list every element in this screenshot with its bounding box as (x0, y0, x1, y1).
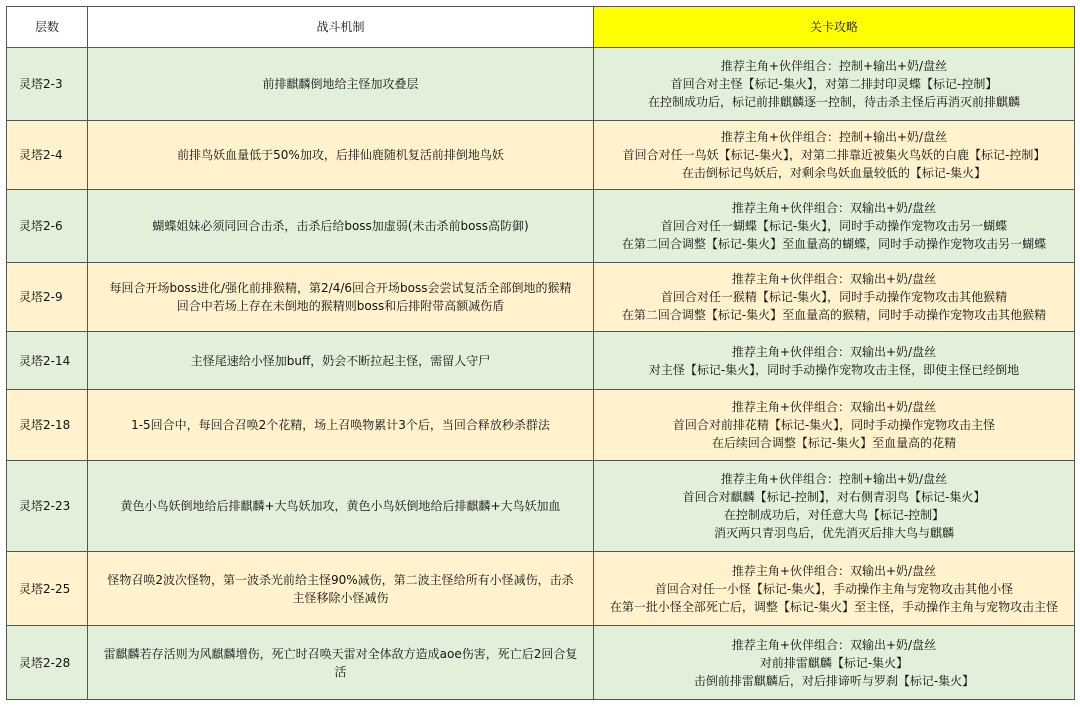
level-cell: 灵塔2-6 (7, 190, 88, 263)
level-cell: 灵塔2-9 (7, 263, 88, 332)
guide-cell (594, 390, 1075, 461)
guide-line: 推荐主角+伙伴组合：双输出+奶/盘丝 (731, 272, 937, 286)
guide-cell (594, 552, 1075, 626)
guide-line: 首回合对任一鸟妖【标记-集火】，对第二排靠近被集火鸟妖的白鹿【标记-控制】 (622, 148, 1046, 162)
mechanism-cell: 前排麒麟倒地给主怪加攻叠层 (88, 48, 594, 121)
mechanism-cell: 黄色小鸟妖倒地给后排麒麟+大鸟妖加攻，黄色小鸟妖倒地给后排麒麟+大鸟妖加血 (88, 461, 594, 552)
guide-cell (594, 263, 1075, 332)
guide-line: 推荐主角+伙伴组合：双输出+奶/盘丝 (731, 344, 937, 359)
guide-line: 对前排雷麒麟【标记-集火】 (759, 655, 909, 670)
table-row (7, 332, 1075, 390)
guide-cell (594, 332, 1075, 390)
header-level: 层数 (7, 7, 88, 48)
table-row (7, 190, 1075, 263)
guide-line: 首回合对任一蝴蝶【标记-集火】，同时手动操作宠物攻击另一蝴蝶 (660, 219, 1008, 233)
guide-line: 推荐主角+伙伴组合：控制+输出+奶/盘丝 (720, 130, 948, 144)
table-row (7, 552, 1075, 626)
guide-line: 推荐主角+伙伴组合：控制+输出+奶/盘丝 (720, 59, 948, 73)
guide-line: 在控制成功后，标记前排麒麟逐一控制，待击杀主怪后再消灭前排麒麟 (647, 95, 1020, 109)
guide-line: 在第一批小怪全部死亡后，调整【标记-集火】至主怪，手动操作主角与宠物攻击主怪 (609, 599, 1059, 614)
guide-line: 首回合对任一猴精【标记-集火】，同时手动操作宠物攻击其他猴精 (660, 290, 1008, 304)
mechanism-cell: 主怪尾速给小怪加buff，奶会不断拉起主怪，需留人守尸 (88, 332, 594, 390)
mechanism-cell: 前排鸟妖血量低于50%加攻，后排仙鹿随机复活前排倒地鸟妖 (88, 121, 594, 190)
mechanism-cell: 雷麒麟若存活则为风麒麟增伤，死亡时召唤天雷对全体敌方造成aoe伤害，死亡后2回合复活 (88, 626, 594, 700)
table-row (7, 121, 1075, 190)
header-mechanism: 战斗机制 (88, 7, 594, 48)
guide-line: 推荐主角+伙伴组合：控制+输出+奶/盘丝 (720, 472, 948, 486)
guide-line: 推荐主角+伙伴组合：双输出+奶/盘丝 (731, 400, 937, 414)
guide-line: 对主怪【标记-集火】，同时手动操作宠物攻击主怪，即使主怪已经倒地 (648, 362, 1020, 377)
mechanism-cell: 蝴蝶姐妹必须同回合击杀，击杀后给boss加虚弱(未击杀前boss高防御) (88, 190, 594, 263)
level-cell: 灵塔2-28 (7, 626, 88, 700)
guide-line: 在第二回合调整【标记-集火】至血量高的蝴蝶，同时手动操作宠物攻击另一蝴蝶 (621, 237, 1047, 251)
mechanism-cell: 怪物召唤2波次怪物，第一波杀光前给主怪90%减伤，第二波主怪给所有小怪减伤，击杀主怪移除小怪减伤 (88, 552, 594, 626)
guide-line: 推荐主角+伙伴组合：双输出+奶/盘丝 (731, 201, 937, 215)
mechanism-cell: 1-5回合中，每回合召唤2个花精，场上召唤物累计3个后，当回合释放秒杀群法 (88, 390, 594, 461)
guide-line: 推荐主角+伙伴组合：双输出+奶/盘丝 (731, 637, 937, 652)
guide-cell (594, 48, 1075, 121)
guide-line: 首回合对主怪【标记-集火】，对第二排封印灵蝶【标记-控制】 (670, 77, 998, 91)
guide-cell (594, 626, 1075, 700)
strategy-table (6, 6, 1075, 700)
guide-cell (594, 461, 1075, 552)
table-header-row (7, 7, 1075, 48)
guide-cell (594, 121, 1075, 190)
guide-line: 在控制成功后，对任意大鸟【标记-控制】 (723, 508, 945, 522)
guide-line: 首回合对任一小怪【标记-集火】，手动操作主角与宠物攻击其他小怪 (654, 581, 1014, 596)
level-cell: 灵塔2-25 (7, 552, 88, 626)
guide-cell (594, 190, 1075, 263)
guide-line: 在第二回合调整【标记-集火】至血量高的猴精，同时手动操作宠物攻击其他猴精 (621, 308, 1047, 322)
table-row (7, 626, 1075, 700)
guide-line: 在击倒标记鸟妖后，对剩余鸟妖血量较低的【标记-集火】 (681, 166, 987, 180)
level-cell: 灵塔2-18 (7, 390, 88, 461)
table-row (7, 461, 1075, 552)
header-guide: 关卡攻略 (594, 7, 1075, 48)
guide-line: 消灭两只青羽鸟后，优先消灭后排大鸟与麒麟 (713, 526, 954, 540)
guide-line: 首回合对麒麟【标记-控制】，对右侧青羽鸟【标记-集火】 (682, 490, 986, 504)
table-row (7, 48, 1075, 121)
mechanism-line: 每回合开场boss进化/强化前排猴精，第2/4/6回合开场boss会尝试复活全部倒地的猴精 (109, 281, 572, 295)
table-row (7, 390, 1075, 461)
table-row (7, 263, 1075, 332)
guide-line: 在后续回合调整【标记-集火】至血量高的花精 (711, 436, 957, 450)
level-cell: 灵塔2-3 (7, 48, 88, 121)
level-cell: 灵塔2-14 (7, 332, 88, 390)
guide-line: 击倒前排雷麒麟后，对后排谛听与罗刹【标记-集火】 (693, 673, 975, 688)
mechanism-cell (88, 263, 594, 332)
guide-line: 首回合对前排花精【标记-集火】，同时手动操作宠物攻击主怪 (672, 418, 996, 432)
mechanism-line: 回合中若场上存在未倒地的猴精则boss和后排附带高额减伤盾 (176, 299, 505, 313)
level-cell: 灵塔2-4 (7, 121, 88, 190)
guide-line: 推荐主角+伙伴组合：双输出+奶/盘丝 (731, 563, 937, 578)
level-cell: 灵塔2-23 (7, 461, 88, 552)
